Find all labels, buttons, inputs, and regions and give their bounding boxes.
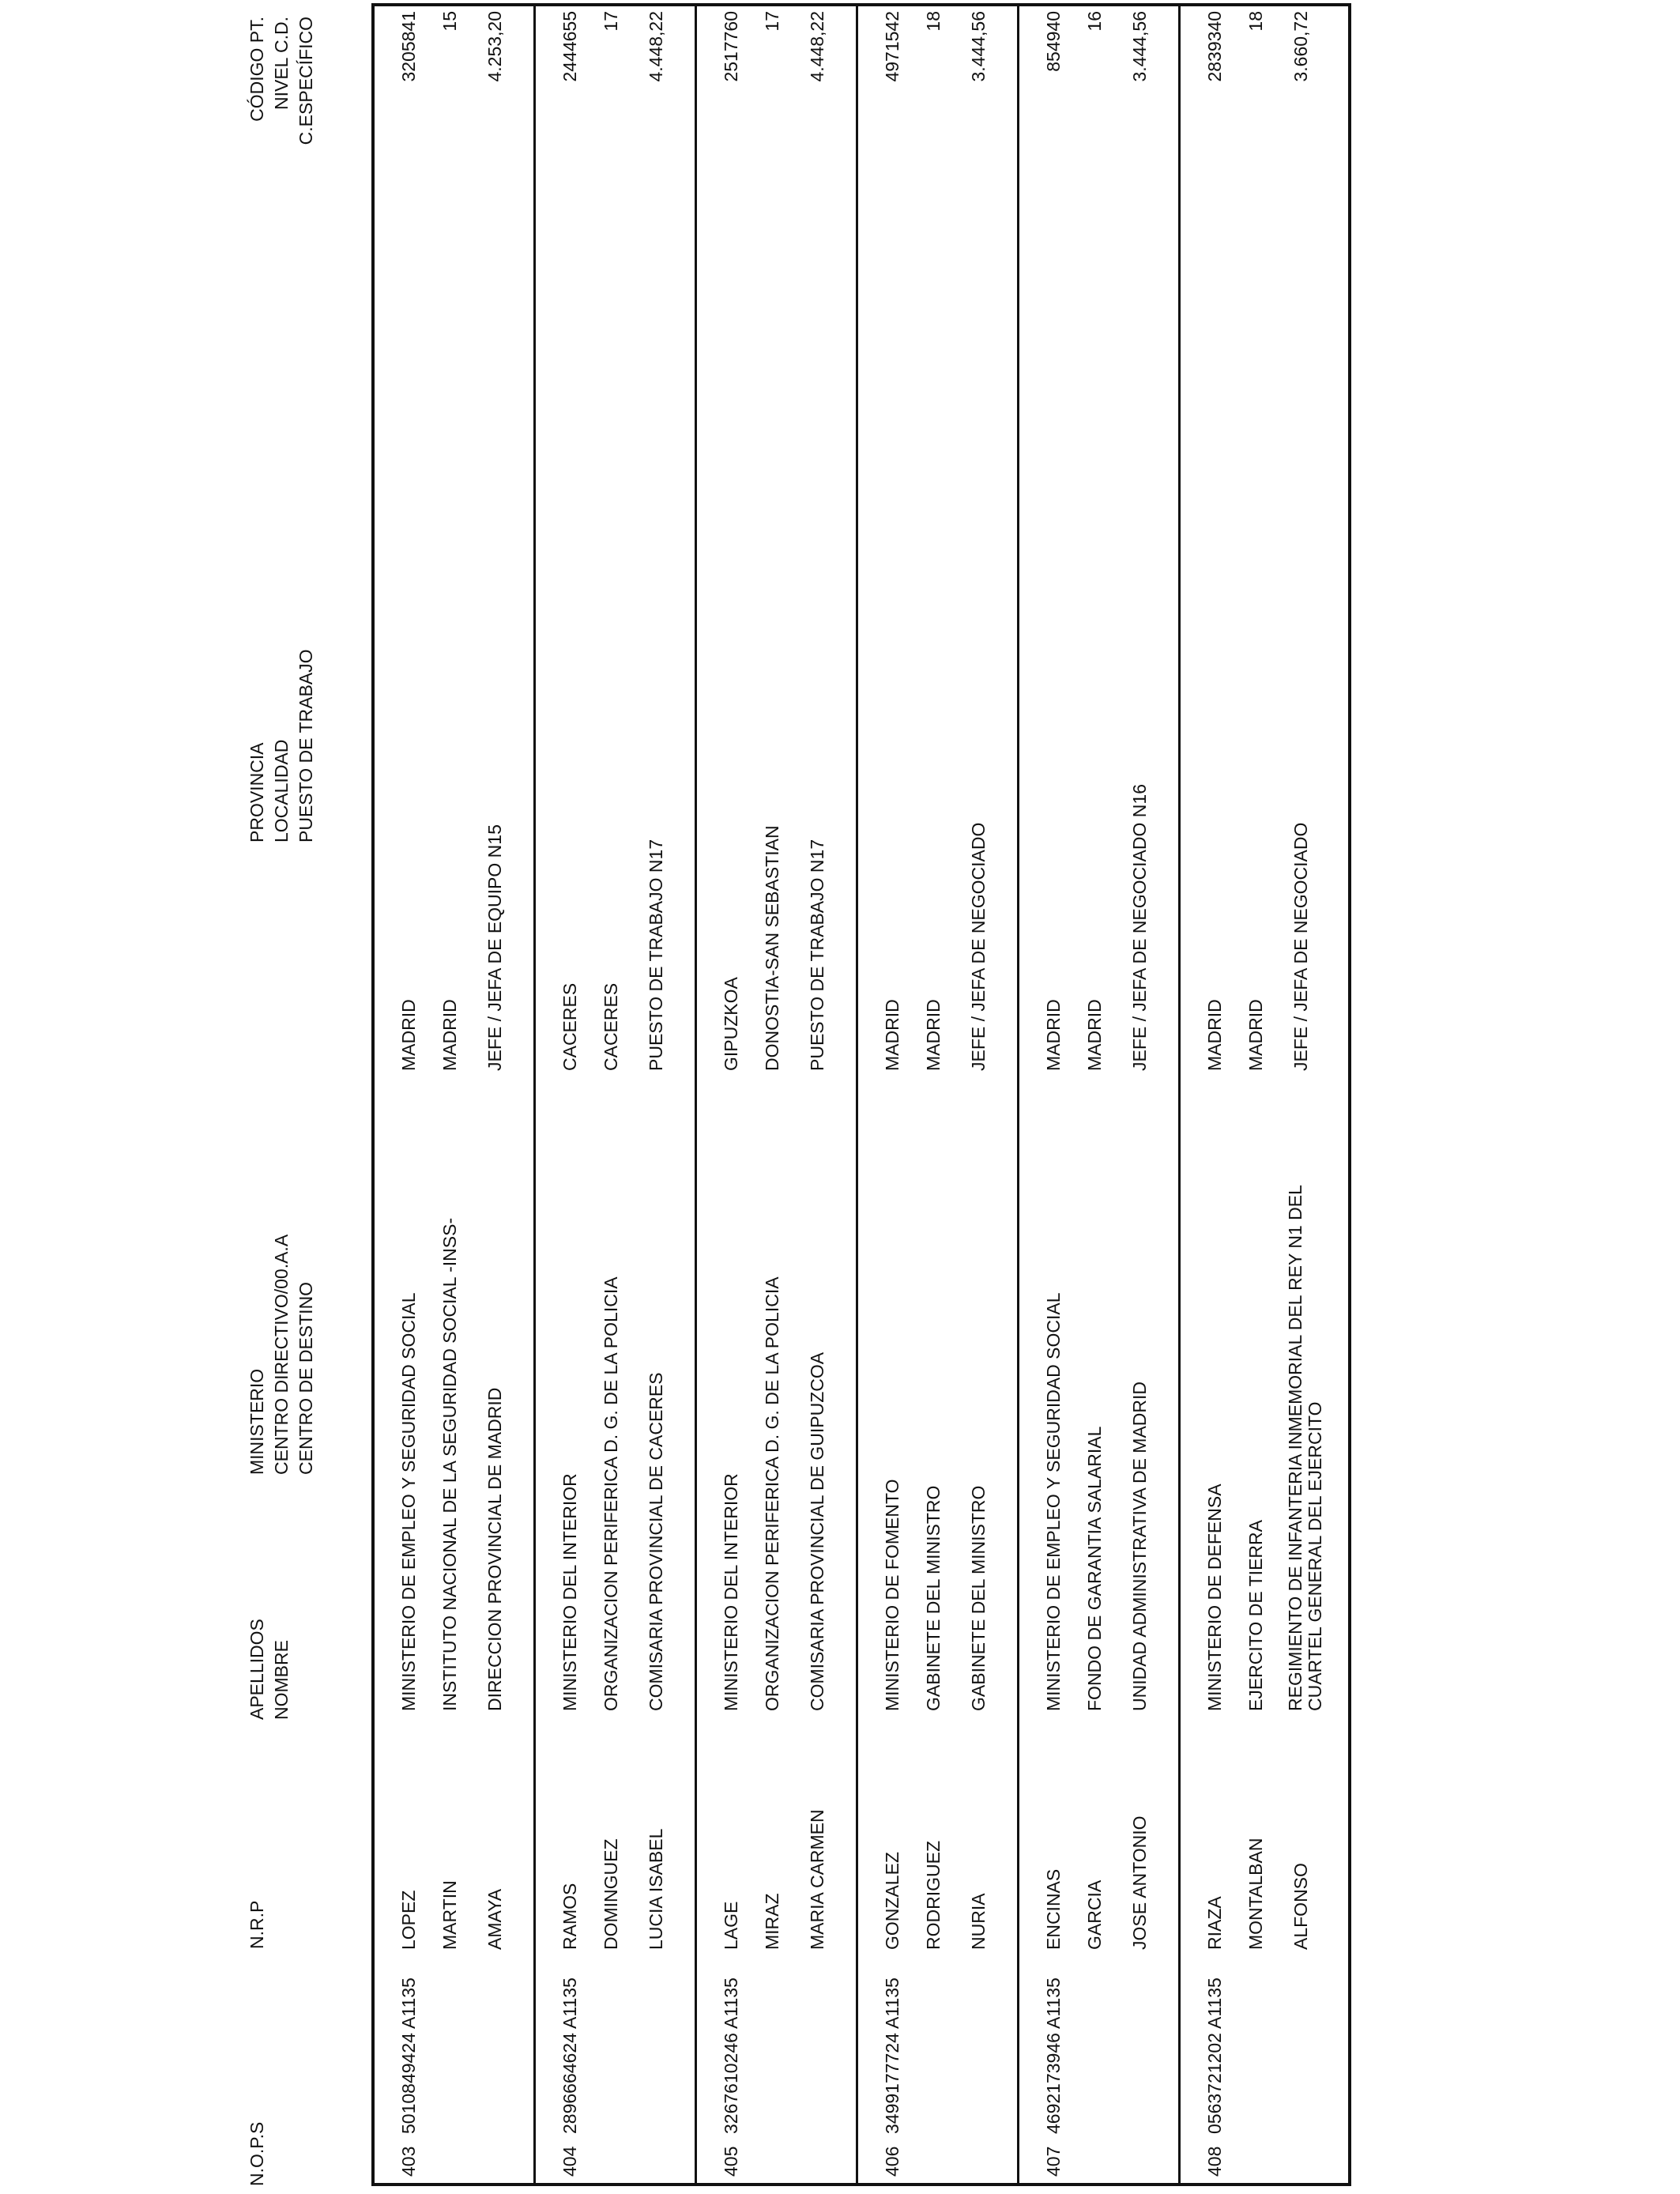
header-nrp (245, 1901, 269, 1949)
table-row (1019, 6, 1181, 2183)
codigo-cell: 2517760 (721, 11, 741, 82)
apellido2-cell: MONTALBAN (1245, 1838, 1266, 1950)
especifico-cell: 3.444,56 (1129, 11, 1150, 82)
puesto-cell: JEFE / JEFA DE NEGOCIADO (1290, 822, 1311, 1071)
table-row (858, 6, 1019, 2183)
apellido1-cell: RIAZA (1204, 1896, 1225, 1950)
nops-cell: 407 (1043, 2146, 1064, 2177)
header-apellidos-line1: APELLIDOS (247, 1619, 267, 1720)
nombre-cell: ALFONSO (1290, 1863, 1311, 1950)
table-row (697, 6, 858, 2183)
centro-destino-cell: COMISARIA PROVINCIAL DE GUIPUZCOA (807, 1351, 827, 1711)
header-nops (245, 2122, 269, 2186)
header-codigo (245, 17, 318, 159)
especifico-cell: 3.660,72 (1290, 11, 1311, 82)
table-row (375, 6, 536, 2183)
centro-directivo-cell: FONDO DE GARANTIA SALARIAL (1084, 1426, 1105, 1711)
puesto-cell: PUESTO DE TRABAJO N17 (807, 839, 827, 1071)
header-apellidos (245, 1619, 294, 1720)
header-ministerio (245, 1235, 318, 1475)
codigo-cell: 4971542 (882, 11, 902, 82)
ministerio-cell: MINISTERIO DE EMPLEO Y SEGURIDAD SOCIAL (398, 1292, 419, 1711)
header-ministerio-line1: MINISTERIO (247, 1368, 267, 1475)
centro-destino-cell: REGIMIENTO DE INFANTERIA INMEMORIAL DEL REY N1 DEL CUARTEL GENERAL DEL EJERCITO (1285, 1185, 1325, 1711)
nops-cell: 403 (398, 2146, 419, 2177)
apellido1-cell: LOPEZ (398, 1890, 419, 1950)
ministerio-cell: MINISTERIO DEL INTERIOR (721, 1473, 741, 1711)
nombre-cell: JOSE ANTONIO (1129, 1815, 1150, 1950)
especifico-cell: 4.448,22 (807, 11, 827, 82)
ministerio-cell: MINISTERIO DE FOMENTO (882, 1479, 902, 1711)
localidad-cell: MADRID (439, 999, 460, 1071)
header-provincia-line3: PUESTO DE TRABAJO (296, 649, 316, 843)
centro-destino-cell: DIRECCION PROVINCIAL DE MADRID (484, 1387, 505, 1711)
header-ministerio-line3: CENTRO DE DESTINO (296, 1281, 316, 1475)
apellido1-cell: LAGE (721, 1901, 741, 1950)
ministerio-cell: MINISTERIO DE EMPLEO Y SEGURIDAD SOCIAL (1043, 1292, 1064, 1711)
nrp-cell: 5010849424 A1135 (398, 1977, 419, 2134)
header-apellidos-line2: NOMBRE (271, 1640, 292, 1720)
nops-cell: 404 (559, 2146, 580, 2177)
codigo-cell: 854940 (1043, 11, 1064, 72)
provincia-cell: MADRID (1043, 999, 1064, 1071)
nrp-cell: 3499177724 A1135 (882, 1977, 902, 2134)
apellido2-cell: MIRAZ (762, 1893, 782, 1950)
nrp-cell: 0563721202 A1135 (1204, 1977, 1225, 2134)
nombre-cell: MARIA CARMEN (807, 1809, 827, 1950)
centro-destino-cell: COMISARIA PROVINCIAL DE CACERES (646, 1372, 666, 1711)
puesto-cell: JEFE / JEFA DE NEGOCIADO N16 (1129, 784, 1150, 1071)
codigo-cell: 3205841 (398, 11, 419, 82)
centro-directivo-cell: INSTITUTO NACIONAL DE LA SEGURIDAD SOCIAL -INSS- (439, 1217, 460, 1711)
header-ministerio-line2: CENTRO DIRECTIVO/00.A.A (271, 1234, 292, 1475)
nivel-cell: 16 (1084, 11, 1105, 32)
localidad-cell: MADRID (1084, 999, 1105, 1071)
nrp-cell: 4692173946 A1135 (1043, 1977, 1064, 2134)
provincia-cell: GIPUZKOA (721, 977, 741, 1071)
nombre-cell: LUCIA ISABEL (646, 1828, 666, 1950)
table-row (1181, 6, 1342, 2183)
nrp-cell: 2896664624 A1135 (559, 1977, 580, 2134)
ministerio-cell: MINISTERIO DEL INTERIOR (559, 1473, 580, 1711)
provincia-cell: MADRID (1204, 999, 1225, 1071)
ministerio-cell: MINISTERIO DE DEFENSA (1204, 1483, 1225, 1711)
localidad-cell: MADRID (923, 999, 944, 1071)
puesto-cell: PUESTO DE TRABAJO N17 (646, 839, 666, 1071)
codigo-cell: 2444655 (559, 11, 580, 82)
provincia-cell: MADRID (398, 999, 419, 1071)
localidad-cell: DONOSTIA-SAN SEBASTIAN (762, 825, 782, 1071)
centro-directivo-cell: GABINETE DEL MINISTRO (923, 1485, 944, 1711)
header-codigo-line3: C.ESPECÍFICO (296, 17, 316, 145)
header-nops-label: N.O.P.S (247, 2121, 267, 2186)
nombre-cell: AMAYA (484, 1888, 505, 1950)
provincia-cell: CACERES (559, 982, 580, 1071)
localidad-cell: MADRID (1245, 999, 1266, 1071)
centro-directivo-cell: ORGANIZACION PERIFERICA D. G. DE LA POLICIA (601, 1276, 621, 1711)
especifico-cell: 4.448,22 (646, 11, 666, 82)
header-provincia-line1: PROVINCIA (247, 742, 267, 843)
puesto-cell: JEFE / JEFA DE NEGOCIADO (968, 822, 989, 1071)
nops-cell: 405 (721, 2146, 741, 2177)
provincia-cell: MADRID (882, 999, 902, 1071)
especifico-cell: 4.253,20 (484, 11, 505, 82)
header-codigo-line2: NIVEL C.D. (271, 17, 292, 111)
nrp-cell: 3267610246 A1135 (721, 1977, 741, 2134)
apellido2-cell: RODRIGUEZ (923, 1841, 944, 1950)
codigo-cell: 2839340 (1204, 11, 1225, 82)
header-provincia-line2: LOCALIDAD (271, 739, 292, 843)
centro-directivo-cell: EJERCITO DE TIERRA (1245, 1520, 1266, 1711)
nivel-cell: 18 (923, 11, 944, 32)
table-row (536, 6, 697, 2183)
apellido1-cell: ENCINAS (1043, 1868, 1064, 1950)
header-codigo-line1: CÓDIGO PT. (247, 17, 267, 122)
nops-cell: 406 (882, 2146, 902, 2177)
apellido2-cell: MARTIN (439, 1880, 460, 1950)
centro-destino-cell: GABINETE DEL MINISTRO (968, 1485, 989, 1711)
centro-directivo-cell: ORGANIZACION PERIFERICA D. G. DE LA POLICIA (762, 1276, 782, 1711)
localidad-cell: CACERES (601, 982, 621, 1071)
nops-cell: 408 (1204, 2146, 1225, 2177)
especifico-cell: 3.444,56 (968, 11, 989, 82)
nivel-cell: 17 (601, 11, 621, 32)
header-nrp-label: N.R.P (247, 1900, 267, 1949)
puesto-cell: JEFE / JEFA DE EQUIPO N15 (484, 824, 505, 1071)
apellido1-cell: RAMOS (559, 1883, 580, 1950)
nivel-cell: 18 (1245, 11, 1266, 32)
centro-destino-cell: UNIDAD ADMINISTRATIVA DE MADRID (1129, 1381, 1150, 1711)
records-table (371, 3, 1351, 2186)
nivel-cell: 15 (439, 11, 460, 32)
apellido2-cell: DOMINGUEZ (601, 1838, 621, 1950)
nivel-cell: 17 (762, 11, 782, 32)
apellido2-cell: GARCIA (1084, 1879, 1105, 1950)
header-provincia (245, 649, 318, 843)
nombre-cell: NURIA (968, 1893, 989, 1950)
apellido1-cell: GONZALEZ (882, 1852, 902, 1950)
